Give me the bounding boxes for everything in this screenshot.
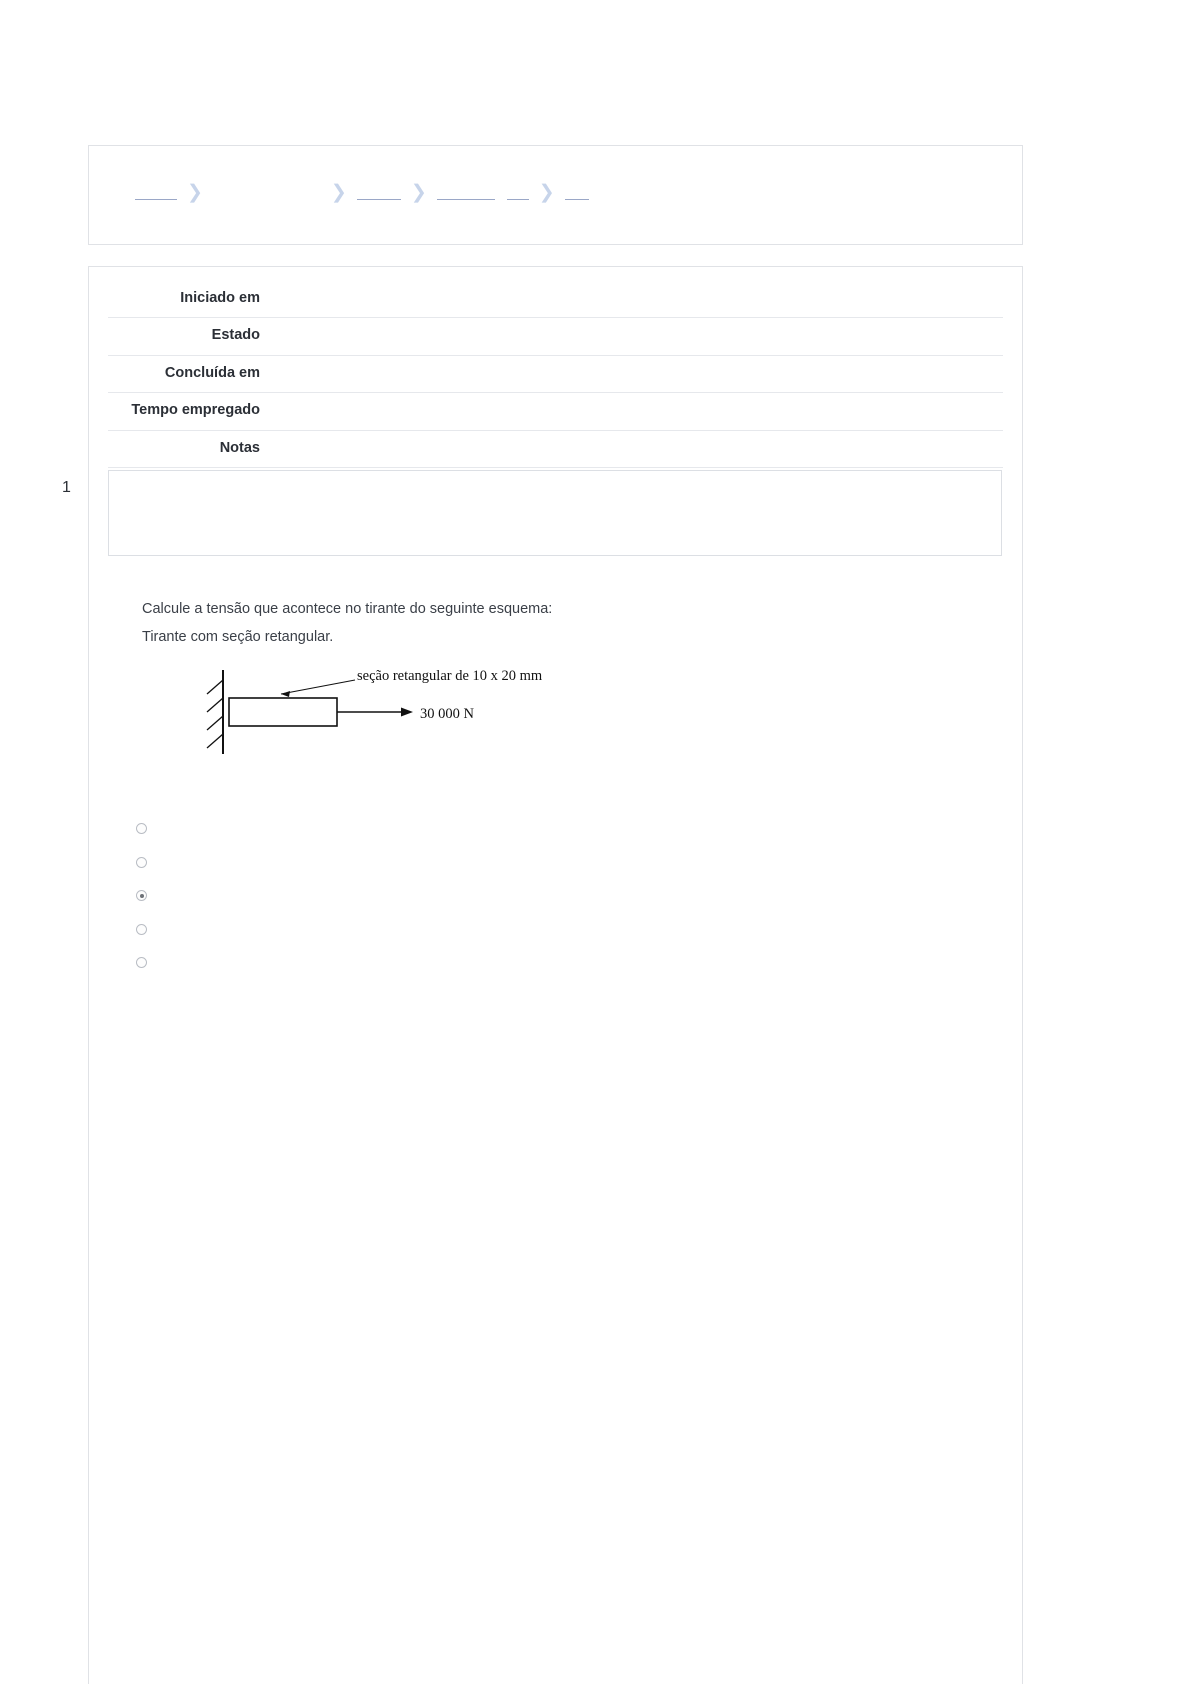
info-label: Tempo empregado	[108, 393, 270, 430]
info-value	[270, 281, 1003, 318]
table-row	[108, 430, 1003, 467]
info-value	[270, 318, 1003, 355]
radio-icon[interactable]	[136, 823, 147, 834]
chevron-right-icon: ❯	[330, 181, 347, 203]
breadcrumb-item[interactable]	[437, 199, 495, 200]
radio-icon-selected[interactable]	[136, 890, 147, 901]
list-item[interactable]	[136, 913, 736, 947]
table-row	[108, 281, 1003, 318]
figure-force-label: 30 000 N	[420, 706, 474, 722]
info-value	[270, 355, 1003, 392]
question-header-box	[108, 470, 1002, 556]
question-text-line-2: Tirante com seção retangular.	[142, 628, 334, 645]
radio-icon[interactable]	[136, 924, 147, 935]
info-label: Concluída em	[108, 355, 270, 392]
table-row	[108, 318, 1003, 355]
list-item[interactable]	[136, 879, 736, 913]
radio-icon[interactable]	[136, 857, 147, 868]
table-row	[108, 393, 1003, 430]
table-row	[108, 355, 1003, 392]
info-label: Iniciado em	[108, 281, 270, 318]
chevron-right-icon: ❯	[187, 181, 203, 203]
question-text	[142, 596, 612, 651]
chevron-right-icon: ❯	[538, 181, 555, 203]
question-text-line-1: Calcule a tensão que acontece no tirante do seguinte esquema:	[142, 601, 553, 617]
breadcrumb-item[interactable]	[565, 199, 589, 200]
breadcrumb-panel	[88, 145, 1023, 245]
breadcrumb-item[interactable]	[357, 199, 401, 200]
info-label: Notas	[108, 430, 270, 467]
breadcrumb-item[interactable]	[507, 199, 529, 200]
radio-icon[interactable]	[136, 957, 147, 968]
info-value	[270, 393, 1003, 430]
list-item[interactable]	[136, 946, 736, 980]
list-item[interactable]	[136, 846, 736, 880]
answer-options	[136, 812, 736, 980]
breadcrumb-item[interactable]	[135, 199, 177, 200]
question-figure	[185, 662, 605, 772]
info-value	[270, 430, 1003, 467]
question-number: 1	[62, 479, 71, 496]
breadcrumb	[129, 181, 595, 204]
list-item[interactable]	[136, 812, 736, 846]
figure-caption: seção retangular de 10 x 20 mm	[357, 668, 543, 684]
info-label: Estado	[108, 318, 270, 355]
chevron-right-icon: ❯	[410, 181, 427, 203]
